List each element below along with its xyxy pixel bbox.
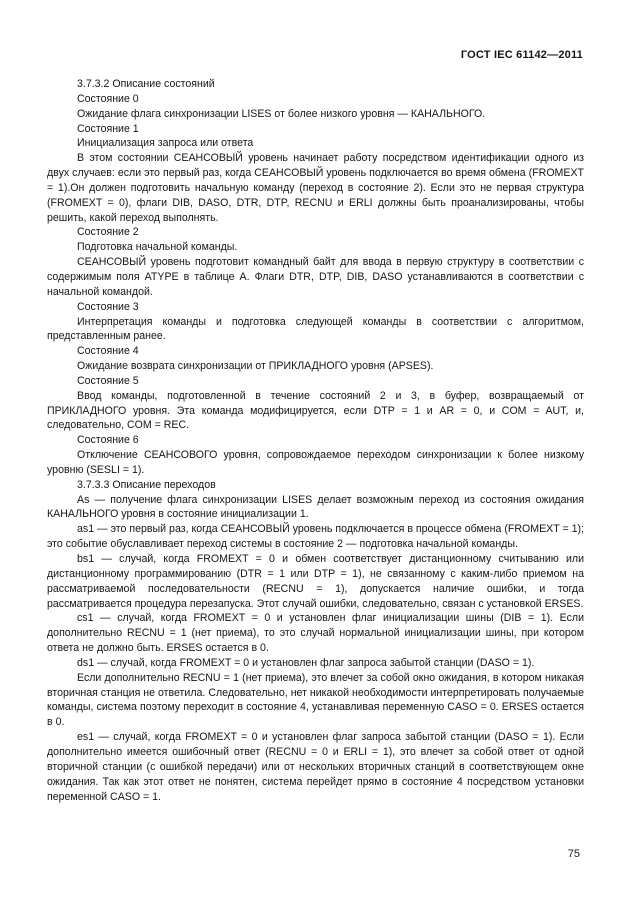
paragraph: Отключение СЕАНСОВОГО уровня, сопровождаемое переходом синхронизации к более низкому уровню (SESLI = 1).: [47, 449, 584, 476]
paragraph: cs1 — случай, когда FROMEXT = 0 и установлен флаг инициализации шины (DIB = 1). Если дополнительно RECNU = 1 (нет приема), то это случай нормальной инициализации шины, при котором ответа не должно быть. ERSES остается в 0.: [47, 612, 584, 655]
state-heading: Состояние 4: [77, 345, 139, 358]
paragraph: Если дополнительно RECNU = 1 (нет приема), это влечет за собой окно ожидания, в котором никакая вторичная станция не ответила. Следовательно, нет никакой необходимости интерпретировать получаемые команды, система поэтому переходит в состояние 4, устанавливая переменную CASO = 0. ERSES остается в 0.: [47, 671, 584, 729]
state-heading: Состояние 5: [77, 374, 139, 387]
paragraph: Ввод команды, подготовленной в течение состояний 2 и 3, в буфер, возвращаемый от ПРИКЛАДНОГО уровня. Эта команда модифицируется, если DTP = 1 и AR = 0, и COM = AUT, и, следовательно, COM = REC.: [47, 389, 584, 432]
state-heading: Состояние 3: [77, 300, 139, 313]
state-heading: Состояние 1: [77, 122, 139, 135]
paragraph: ds1 — случай, когда FROMEXT = 0 и установлен флаг запроса забытой станции (DASO = 1).: [77, 656, 535, 669]
paragraph: Подготовка начальной команды.: [77, 241, 238, 254]
state-heading: Состояние 6: [77, 434, 139, 447]
section-heading: 3.7.3.2 Описание состояний: [77, 78, 215, 90]
document-body: [47, 77, 584, 804]
paragraph: bs1 — случай, когда FROMEXT = 0 и обмен соответствует дистанционному считыванию или дистанционному программированию (DTR = 1 или DTP = 1), не связанному с каким-либо приемом на рассматриваемой последовательности (RECNU = 1), допускается наличие ошибки, и тогда рассматривается процедура перезапуска. Этот случай ошибки, следовательно, связан с установкой ERSES.: [47, 553, 584, 610]
section-heading: 3.7.3.3 Описание переходов: [77, 478, 216, 491]
paragraph: es1 — случай, когда FROMEXT = 0 и установлен флаг запроса забытой станции (DASO = 1). Если дополнительно имеется ошибочный ответ (RECNU = 0 и ERLI = 1), это влечет за собой ответ от одной вторичной станции (с ошибкой передачи) или от нескольких вторичных станций в соответствующем окне ожидания. Так как этот ответ не понятен, система перейдет прямо в состояние 4 посредством установки переменной CASO = 1.: [47, 731, 584, 803]
document-number: ГОСТ IEC 61142—2011: [460, 49, 583, 61]
paragraph: As — получение флага синхронизации LISES делает возможным переход из состояния ожидания КАНАЛЬНОГО уровня в состояние инициализации 1.: [47, 493, 584, 521]
state-heading: Состояние 0: [77, 92, 139, 105]
paragraph: Ожидание возврата синхронизации от ПРИКЛАДНОГО уровня (APSES).: [77, 360, 434, 373]
page-number: 75: [567, 848, 580, 860]
paragraph: Интерпретация команды и подготовка следующей команды в соответствии с алгоритмом, представленным ранее.: [47, 315, 584, 343]
paragraph: as1 — это первый раз, когда СЕАНСОВЫЙ уровень подключается в процессе обмена (FROMEXT = 1); это событие обуславливает переход системы в состояние 2 — подготовка начальной команды.: [47, 523, 584, 551]
paragraph: Ожидание флага синхронизации LISES от более низкого уровня — КАНАЛЬНОГО.: [77, 107, 486, 120]
paragraph: Инициализация запроса или ответа: [77, 137, 254, 150]
state-heading: Состояние 2: [77, 226, 139, 239]
paragraph: В этом состоянии СЕАНСОВЫЙ уровень начинает работу посредством идентификации одного из двух случаев: если это первый раз, когда СЕАНСОВЫЙ уровень подключается во время обмена (FROMEXT = 1).Он должен подготовить начальную команду (переход в состояние 2). Если это не первая структура (FROMEXT = 0), флаги DIB, DASO, DTR, DTP, RECNU и ERLI должны быть проанализированы, чтобы решить, какой переход выполнять.: [47, 152, 584, 224]
paragraph: СЕАНСОВЫЙ уровень подготовит командный байт для ввода в первую структуру в соответствии с содержимым поля ATYPE в таблице A. Флаги DTR, DTP, DIB, DASO устанавливаются в соответствии с начальной командой.: [47, 256, 584, 298]
